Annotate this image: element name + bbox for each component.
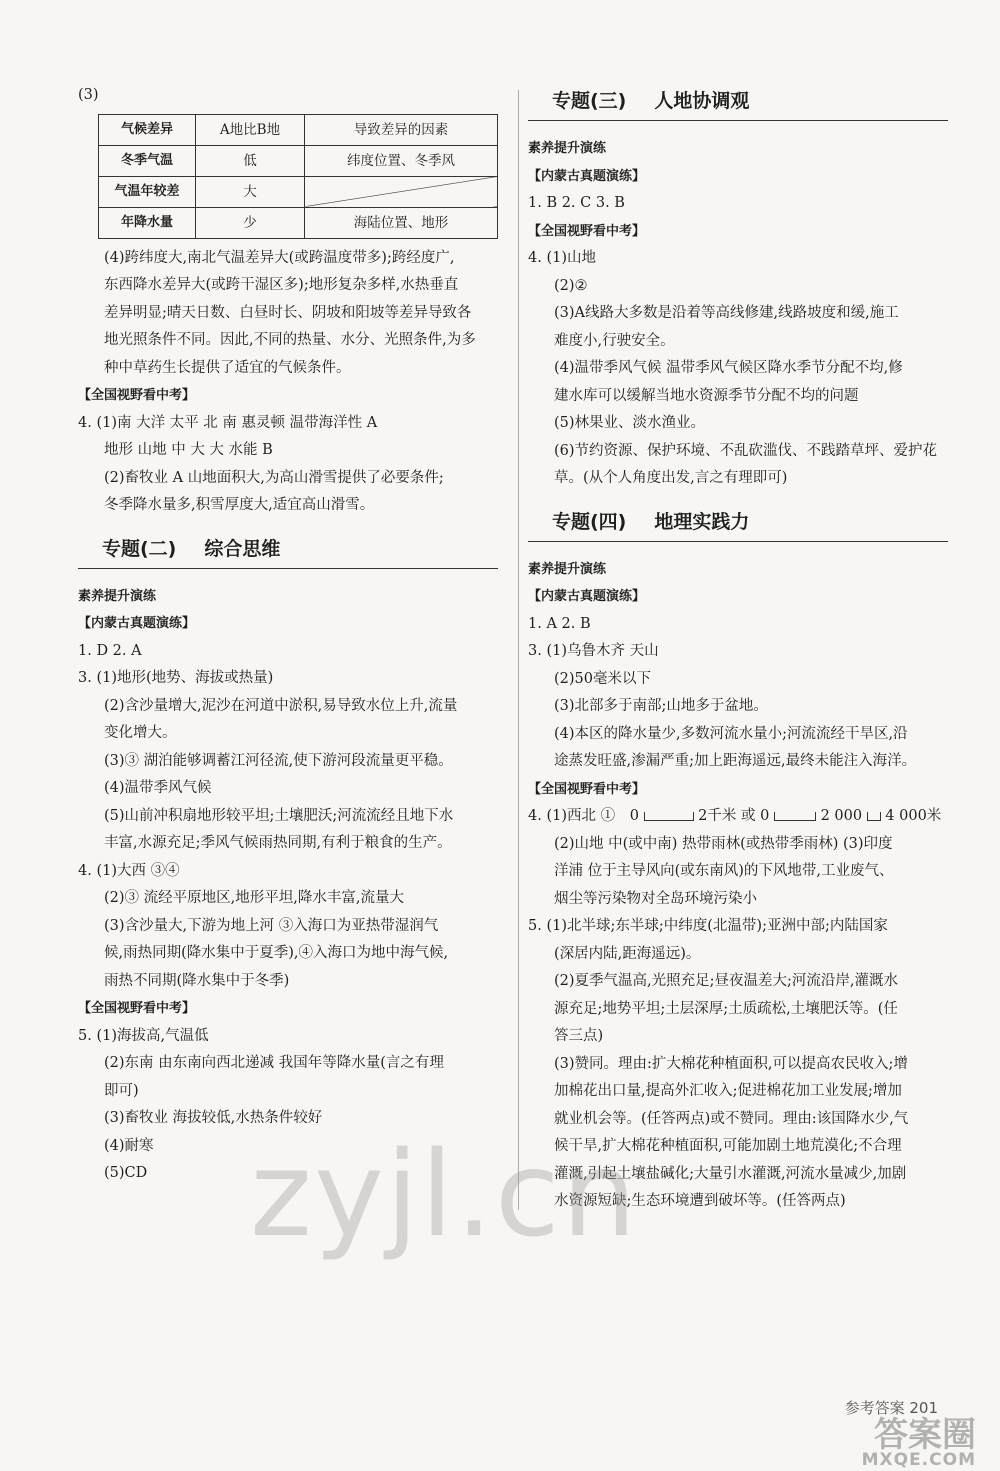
table-cell: 海陆位置、地形 <box>305 207 498 238</box>
text-line: 即可) <box>104 1082 139 1099</box>
section-number: 专题(三) <box>552 90 627 112</box>
text-line: 丰富,水源充足;季风气候雨热同期,有利于粮食的生产。 <box>104 835 452 851</box>
page-footer: 参考答案 201 <box>844 1399 938 1417</box>
section-number: 专题(四) <box>552 510 627 533</box>
subheading: 【全国视野看中考】 <box>78 388 196 403</box>
site-logo <box>861 1415 976 1470</box>
section-name: 地理实践力 <box>654 510 750 533</box>
section-name: 综合思维 <box>204 537 281 560</box>
scale-bar-graphic <box>774 812 816 821</box>
text-line: 雨热不同期(降水集中于冬季) <box>104 972 290 989</box>
scale-line <box>528 803 948 831</box>
text-line: (3)③ 湖泊能够调蓄江河径流,使下游河段流量更平稳。 <box>104 752 453 769</box>
scale-bar-graphic <box>644 812 694 821</box>
left-column <box>78 82 498 1188</box>
text-line: (2)③ 流经平原地区,地形平坦,降水丰富,流量大 <box>104 890 404 906</box>
text-line: (4)温带季风气候 <box>104 780 212 796</box>
scale-bar-1 <box>630 803 737 831</box>
text-line: (4)本区的降水量少,多数河流水量小;河流流经干旱区,沿 <box>554 725 908 742</box>
text-line: (4)跨纬度大,南北气温差异大(或跨温度带多);跨经度广, <box>104 249 455 266</box>
text-line: 候干旱,扩大棉花种植面积,可能加剧土地荒漠化;不合理 <box>554 1138 902 1154</box>
text-line: 变化增大。 <box>104 725 177 741</box>
text-line: 烟尘等污染物对全岛环境污染小 <box>554 890 757 907</box>
text-line: 4. (1)山地 <box>528 250 596 266</box>
subheading: 【内蒙古真题演练】 <box>528 168 646 184</box>
text-line: 草。(从个人角度出发,言之有理即可) <box>554 470 788 486</box>
text-line: 地光照条件不同。因此,不同的热量、水分、光照条件,为多 <box>104 332 476 348</box>
scale-label: 2 000 <box>820 808 863 824</box>
table-cell: 气候差异 <box>99 114 196 145</box>
text-line: (3)含沙量大,下游为地上河 ③入海口为亚热带湿润气 <box>104 917 439 934</box>
text-line: 洋浦 位于主导风向(或东南风)的下风地带,工业废气、 <box>554 863 894 879</box>
subheading: 【内蒙古真题演练】 <box>78 616 196 631</box>
table-cell: 气温年较差 <box>99 176 196 207</box>
subheading: 素养提升演练 <box>528 561 607 577</box>
text-line: 候,雨热同期(降水集中于夏季),④入海口为地中海气候, <box>104 945 449 961</box>
subheading: 【全国视野看中考】 <box>78 1001 196 1016</box>
scale-label: 4 000米 <box>885 808 942 824</box>
text-line: 地形 山地 中 大 大 水能 B <box>104 442 273 458</box>
answer-block <box>78 245 498 383</box>
table-header-row <box>99 114 498 145</box>
text-line: (5)山前冲积扇地形较平坦;土壤肥沃;河流流经且地下水 <box>104 807 454 824</box>
text-line: 3. (1)乌鲁木齐 天山 <box>528 643 659 659</box>
table-cell: 大 <box>196 176 305 207</box>
subheading: 【内蒙古真题演练】 <box>528 589 646 604</box>
section-title <box>528 503 948 542</box>
text-line: 答三点) <box>554 1028 604 1044</box>
subheading: 素养提升演练 <box>78 588 157 604</box>
text-line: 加棉花出口量,提高外汇收入;促进棉花加工业发展;增加 <box>554 1083 902 1099</box>
text-line: (2)夏季气温高,光照充足;昼夜温差大;河流沿岸,灌溉水 <box>554 973 899 989</box>
column-divider <box>518 90 519 1210</box>
text-line: (深居内陆,距海遥远)。 <box>554 945 701 962</box>
text-line: (3)A线路大多数是沿着等高线修建,线路坡度和缓,施工 <box>554 305 899 321</box>
logo-sub-text: MXQE.COM <box>861 1450 976 1470</box>
text-line: (2)50毫米以下 <box>554 670 651 687</box>
text-line: 1. B 2. C 3. B <box>528 195 625 211</box>
text-fragment: 4. (1)西北 ① <box>528 808 616 824</box>
scale-label: 2千米 <box>698 808 737 824</box>
text-line: (5)林果业、淡水渔业。 <box>554 415 706 431</box>
text-line: (2)东南 由东南向西北递减 我国年等降水量(言之有理 <box>104 1055 444 1071</box>
text-line: (4)耐寒 <box>104 1137 154 1154</box>
text-line: (2)山地 中(或中南) 热带雨林(或热带季雨林) (3)印度 <box>554 835 893 852</box>
text-line: 灌溉,引起土壤盐碱化;大量引水灌溉,河流水量减少,加剧 <box>554 1165 907 1182</box>
text-line: (4)温带季风气候 温带季风气候区降水季节分配不均,修 <box>554 360 903 376</box>
table-row <box>99 176 498 207</box>
text-line: 1. D 2. A <box>78 642 142 659</box>
text-line: 东西降水差异大(或跨干湿区多);地形复杂多样,水热垂直 <box>104 277 459 293</box>
climate-table <box>98 114 498 239</box>
right-column <box>528 82 948 1216</box>
text-line: (3)畜牧业 海拔较低,水热条件较好 <box>104 1110 323 1126</box>
text-line: 5. (1)海拔高,气温低 <box>78 1027 209 1044</box>
text-line: 建水库可以缓解当地水资源季节分配不均的问题 <box>554 387 859 404</box>
table-cell-diagonal <box>305 176 498 207</box>
text-line: 源充足;地势平坦;土层深厚;土质疏松,土壤肥沃等。(任 <box>554 1000 898 1017</box>
text-line: (6)节约资源、保护环境、不乱砍滥伐、不践踏草坪、爱护花 <box>554 442 938 459</box>
text-line: (2)畜牧业 A 山地面积大,为高山滑雪提供了必要条件; <box>104 469 444 486</box>
table-cell: 低 <box>196 145 305 176</box>
section-title <box>528 82 948 121</box>
section-number: 专题(二) <box>102 537 177 560</box>
text-line: 5. (1)北半球;东半球;中纬度(北温带);亚洲中部;内陆国家 <box>528 918 888 934</box>
text-line: 3. (1)地形(地势、海拔或热量) <box>78 670 274 686</box>
table-row <box>99 145 498 176</box>
text-line: (3)赞同。理由:扩大棉花种植面积,可以提高农民收入;增 <box>554 1055 908 1072</box>
text-line: (2)含沙量增大,泥沙在河道中淤积,易导致水位上升,流量 <box>104 697 458 714</box>
watermark-text: zyjl.cn <box>250 1125 639 1263</box>
text-fragment: 或 <box>741 808 756 824</box>
section-name: 人地协调观 <box>654 90 750 112</box>
text-line: 4. (1)大西 ③④ <box>78 862 180 879</box>
scale-label: 0 <box>629 808 639 824</box>
text-line: 难度小,行驶安全。 <box>554 332 675 349</box>
subheading: 素养提升演练 <box>528 141 607 156</box>
text-line: 种中草药生长提供了适宜的气候条件。 <box>104 359 351 376</box>
text-line: 水资源短缺;生态环境遭到破坏等。(任答两点) <box>554 1193 846 1209</box>
table-cell: 年降水量 <box>99 207 196 238</box>
table-cell: 冬季气温 <box>99 145 196 176</box>
table-row <box>99 207 498 238</box>
text-line: 冬季降水量多,积雪厚度大,适宜高山滑雪。 <box>104 497 375 513</box>
scale-bar-2 <box>760 803 941 831</box>
scale-label: 0 <box>760 808 770 824</box>
section-title <box>78 530 498 569</box>
text-line: (3)北部多于南部;山地多于盆地。 <box>554 698 768 714</box>
text-line: 差异明显;晴天日数、白昼时长、阴坡和阳坡等差异导致各 <box>104 304 472 321</box>
text-line: (5)CD <box>104 1165 148 1181</box>
scale-bar-graphic <box>867 812 881 821</box>
table-cell: 少 <box>196 207 305 238</box>
subheading: 【全国视野看中考】 <box>528 223 646 239</box>
logo-main-text: 答案圈 <box>874 1415 976 1455</box>
table-cell: A地比B地 <box>196 114 305 145</box>
text-line: 4. (1)南 大洋 太平 北 南 惠灵顿 温带海洋性 A <box>78 414 378 431</box>
table-cell: 纬度位置、冬季风 <box>305 145 498 176</box>
text-line: 1. A 2. B <box>528 615 591 632</box>
text-line: 就业机会等。(任答两点)或不赞同。理由:该国降水少,气 <box>554 1110 909 1127</box>
subheading: 【全国视野看中考】 <box>528 781 646 797</box>
table-cell: 导致差异的因素 <box>305 114 498 145</box>
text-line: (2)② <box>554 277 588 294</box>
text-line: 途蒸发旺盛,渗漏严重;加上距海遥远,最终未能注入海洋。 <box>554 753 917 769</box>
item-3-label: (3) <box>78 87 99 103</box>
